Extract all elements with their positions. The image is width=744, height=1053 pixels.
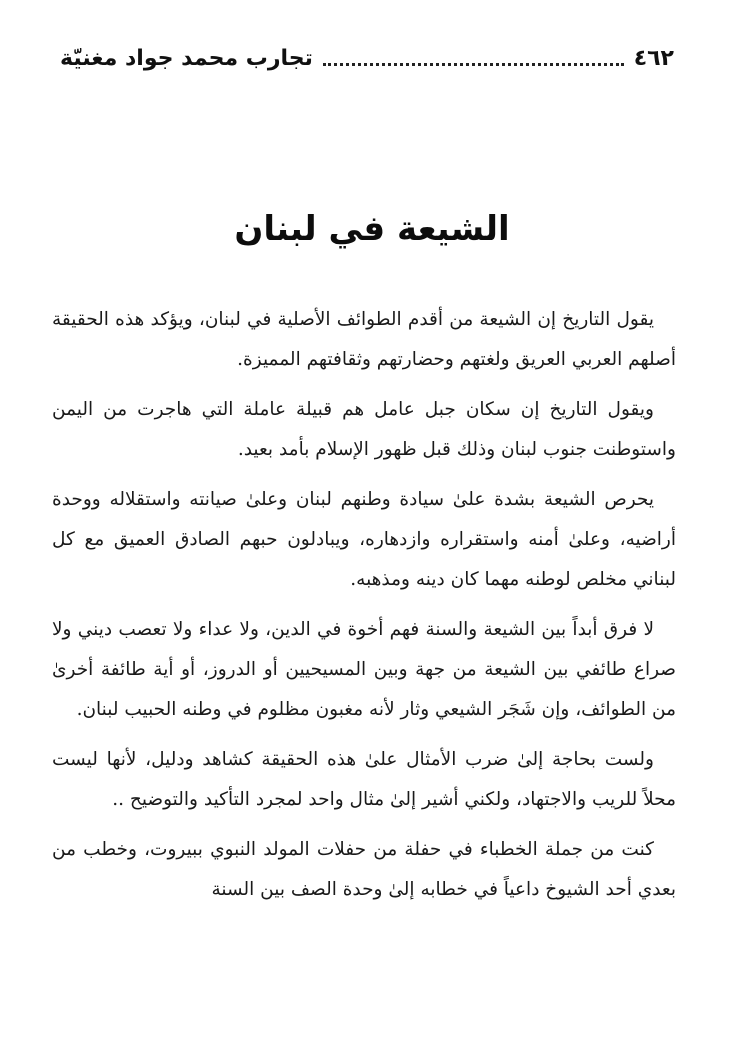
paragraph-3: يحرص الشيعة بشدة علىٰ سيادة وطنهم لبنان وعلىٰ صيانته واستقلاله ووحدة أراضيه، وعلىٰ أمنه واستقراره وازدهاره، ويبادلون حبهم الصادق العميق مع كل لبناني مخلص لوطنه مهما كان دينه ومذهبه. bbox=[52, 489, 676, 590]
paragraph-4: لا فرق أبداً بين الشيعة والسنة فهم أخوة في الدين، ولا عداء ولا تعصب ديني ولا صراع طائفي بين الشيعة من جهة وبين المسيحيين أو الدروز، أو أية طائفة أخرىٰ من الطوائف، وإن شَجَر الشيعي وثار لأنه مغبون مظلوم في وطنه الحبيب لبنان. bbox=[52, 619, 676, 720]
chapter-title: الشيعة في لبنان bbox=[234, 208, 510, 249]
paragraph-2: ويقول التاريخ إن سكان جبل عامل هم قبيلة عاملة التي هاجرت من اليمن واستوطنت جنوب لبنان وذلك قبل ظهور الإسلام بأمد بعيد. bbox=[52, 399, 676, 460]
book-title: تجارب محمد جواد مغنيّة bbox=[60, 45, 313, 71]
paragraph-6: كنت من جملة الخطباء في حفلة من حفلات المولد النبوي ببيروت، وخطب من بعدي أحد الشيوخ داعياً في خطابه إلىٰ وحدة الصف بين السنة bbox=[52, 839, 676, 900]
running-header bbox=[60, 38, 674, 78]
header-dot-leader bbox=[323, 63, 624, 66]
body-text bbox=[52, 300, 676, 920]
paragraph-1: يقول التاريخ إن الشيعة من أقدم الطوائف الأصلية في لبنان، ويؤكد هذه الحقيقة أصلهم العربي العريق ولغتهم وحضارتهم وثقافتهم المميزة. bbox=[52, 309, 676, 370]
page-number: ٤٦٢ bbox=[633, 45, 674, 71]
paragraph-5: ولست بحاجة إلىٰ ضرب الأمثال علىٰ هذه الحقيقة كشاهد ودليل، لأنها ليست محلاً للريب والاجتهاد، ولكني أشير إلىٰ مثال واحد لمجرد التأكيد والتوضيح .. bbox=[52, 749, 676, 810]
